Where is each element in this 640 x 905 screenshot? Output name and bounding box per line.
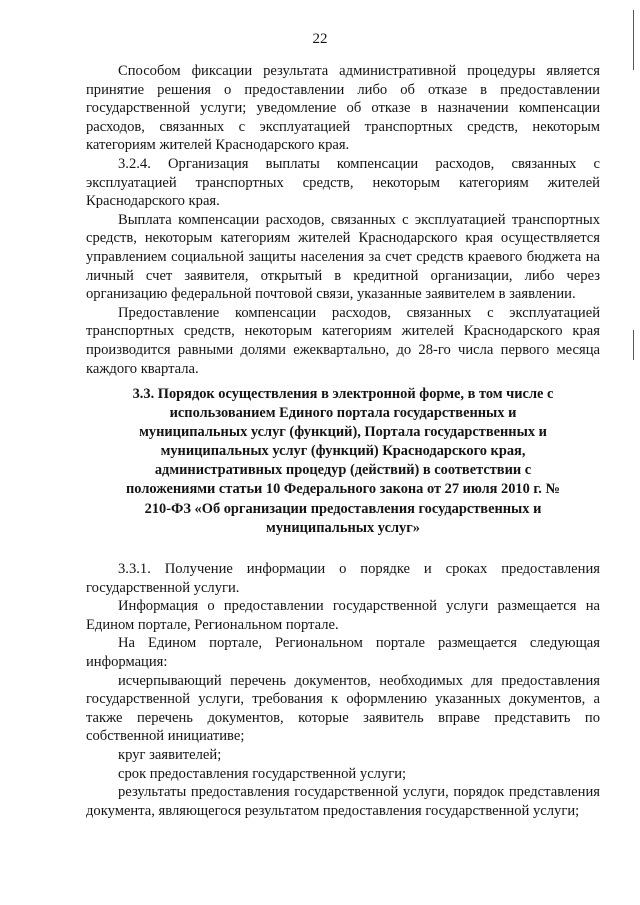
section-heading-3-3: 3.3. Порядок осуществления в электронной форме, в том числе с использованием Единого портала государственных и муниципальных услуг (функций), Портала государственных и муниципальных услуг (функций) Краснодарского края, административных процедур (действий) в соответствии с положениями статьи 10 Федерального закона от 27 июля 2010 г. № 210-ФЗ «Об организации предоставления государственных и муниципальных услуг»: [126, 386, 560, 536]
paragraph-3-2-4: 3.2.4. Организация выплаты компенсации расходов, связанных с эксплуатацией транспортных средств, некоторым категориям жителей Краснодарского края.: [86, 155, 600, 210]
paragraph-info-list-intro: На Едином портале, Региональном портале размещается следующая информация:: [86, 635, 600, 670]
list-item-term: срок предоставления государственной услуги;: [118, 765, 407, 782]
list-item-results: результаты предоставления государственной услуги, порядок представления документа, являющегося результатом предоставления государственной услуги;: [86, 784, 600, 819]
scan-edge-mark: [633, 10, 634, 70]
body-text-top: [86, 62, 600, 378]
paragraph-3-3-1: 3.3.1. Получение информации о порядке и сроках предоставления государственной услуги.: [86, 561, 600, 596]
page-number: 22: [312, 31, 328, 47]
list-item-applicants: круг заявителей;: [118, 746, 222, 763]
paragraph-payment: Выплата компенсации расходов, связанных с эксплуатацией транспортных средств, некоторым категориям жителей Краснодарского края осуществляется управлением социальной защиты населения за счет средств краевого бюджета на личный счет заявителя, открытый в кредитной организации, либо через организацию федеральной почтовой связи, указанные заявителем в заявлении.: [86, 211, 600, 303]
paragraph-info-placement: Информация о предоставлении государственной услуги размещается на Едином портале, Региональном портале.: [86, 598, 600, 633]
scan-edge-mark: [633, 330, 634, 360]
paragraph-quarterly: Предоставление компенсации расходов, связанных с эксплуатацией транспортных средств, некоторым категориям жителей Краснодарского края производится равными долями ежеквартально, до 28-го числа первого месяца каждого квартала.: [86, 304, 600, 377]
paragraph-fixation-method: Способом фиксации результата административной процедуры является принятие решения о предоставлении либо об отказе в предоставлении государственной услуги; уведомление об отказе в назначении компенсации расходов, связанных с эксплуатацией транспортных средств, некоторым категориям жителей Краснодарского края.: [86, 63, 600, 154]
list-item-documents: исчерпывающий перечень документов, необходимых для предоставления государственной услуги, требования к оформлению указанных документов, а также перечень документов, которые заявитель вправе представить по собственной инициативе;: [86, 672, 600, 745]
body-text-bottom: [86, 560, 600, 820]
